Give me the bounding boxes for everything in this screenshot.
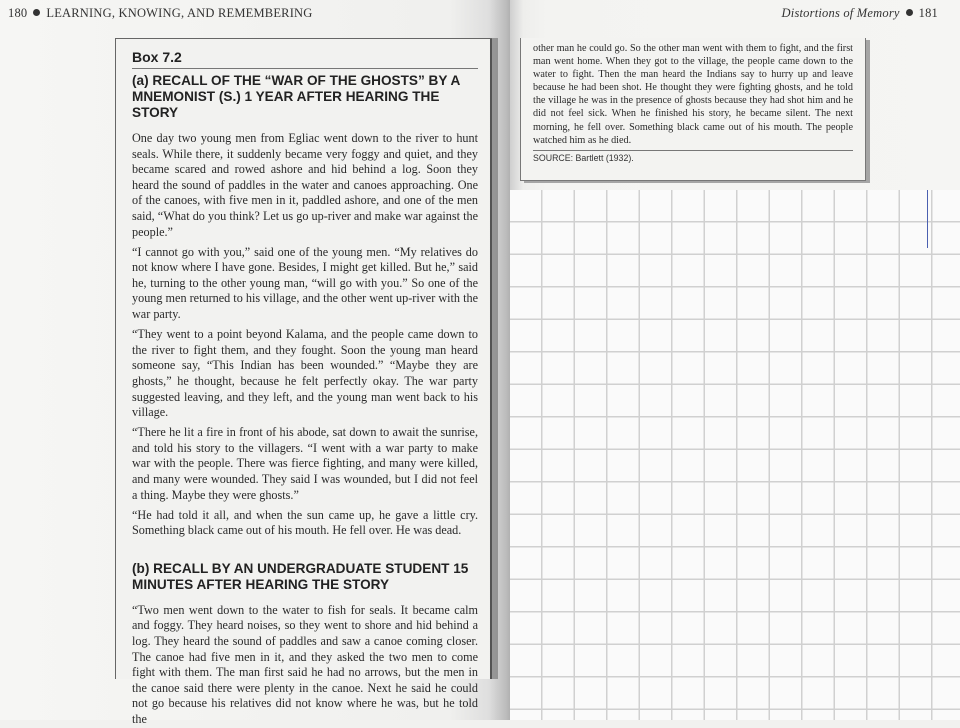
bullet-icon (906, 9, 913, 16)
section-b-paragraph-1: “Two men went down to the water to fish for seals. It became calm and foggy. They heard noises, so they went to shore and hid behind a log. They heard the sound of paddles and saw a canoe coming closer. The canoe had five men in it, and they asked the two men to come fight with them. The man first said he had no arrows, but the men in the canoe said there were plenty in the canoe. Next he said he could not go because his relatives did not know where he was, but he told the (132, 602, 478, 726)
right-chapter-title: Distortions of Memory (781, 6, 900, 20)
section-a-paragraph-5: “He had told it all, and when the sun came up, he gave a little cry. Something black came out of his mouth. He fell over. He was dead. (132, 507, 478, 538)
right-page-number: 181 (918, 6, 938, 20)
grid-canvas[interactable] (510, 190, 960, 720)
box-7-2 (115, 38, 492, 726)
section-a-text (132, 131, 478, 539)
continuation-text (533, 42, 853, 147)
text-cursor (927, 190, 928, 248)
section-b-heading: (b) RECALL BY AN UNDERGRADUATE STUDENT 15 MINUTES AFTER HEARING THE STORY (132, 560, 469, 592)
continuation-paragraph: other man he could go. So the other man went with them to fight, and the first man went home. When they got to the village, the people came down to the water to fight. Then the man heard the Indians say to hurry up and leave because he had been shot. He thought they were fighting ghosts, and he told the village he was in the presence of ghosts because they had shot him and he did not feel sick. When he finished his story, he became silent. The next morning, he fell over. Something black came out of his mouth. The people watched him as he died. (533, 43, 853, 146)
section-a-paragraph-4: “There he lit a fire in front of his abode, sat down to await the sunrise, and told his story to the villagers. “I went with a war party to make war with the people. There was fierce fighting, and many were killed, and many were wounded. They said I was wounded, but I did not feel a thing. Maybe they were ghosts.” (132, 425, 478, 502)
left-page-number: 180 (8, 6, 28, 20)
box-title: Box 7.2 (132, 49, 182, 65)
section-b-text (132, 603, 478, 728)
section-a-paragraph-2: “I cannot go with you,” said one of the young men. “My relatives do not know where I have gone. Besides, I might get killed. But he,” said he, turning to the other young man, “will go with you.” So one of the young men returned to his village, and the other went up-river with the war party. (132, 244, 478, 322)
left-running-head (8, 6, 313, 21)
bullet-icon (33, 9, 40, 16)
source-rule (533, 150, 853, 151)
left-chapter-title: LEARNING, KNOWING, AND REMEMBERING (46, 6, 313, 20)
section-a-paragraph-1: One day two young men from Egliac went down to the river to hunt seals. While there, it suddenly became very foggy and quiet, and they became scared and rowed ashore and hid behind a log. Soon they heard the sound of paddles in the water and canoes approaching. One of the canoes, with five men in it, paddled ashore, and one of the men said, “What do you think? Let us go up-river and make war against the people.” (132, 131, 478, 239)
box-7-2-continued (520, 38, 866, 181)
right-running-head (782, 6, 938, 21)
section-a-heading: (a) RECALL OF THE “WAR OF THE GHOSTS” BY A MNEMONIST (S.) 1 YEAR AFTER HEARING THE STORY (132, 73, 460, 120)
section-a-paragraph-3: “They went to a point beyond Kalama, and the people came down to the river to fight them, and they fought. Soon the young man heard someone say, “This Indian has been wounded.” “Maybe they are ghosts,” he thought, because he felt perfectly okay. The war party suggested leaving, and they left, and the young man went back to his village. (132, 327, 478, 420)
source-citation: SOURCE: Bartlett (1932). (533, 152, 634, 163)
box-rule (132, 68, 478, 69)
right-page (510, 0, 960, 720)
